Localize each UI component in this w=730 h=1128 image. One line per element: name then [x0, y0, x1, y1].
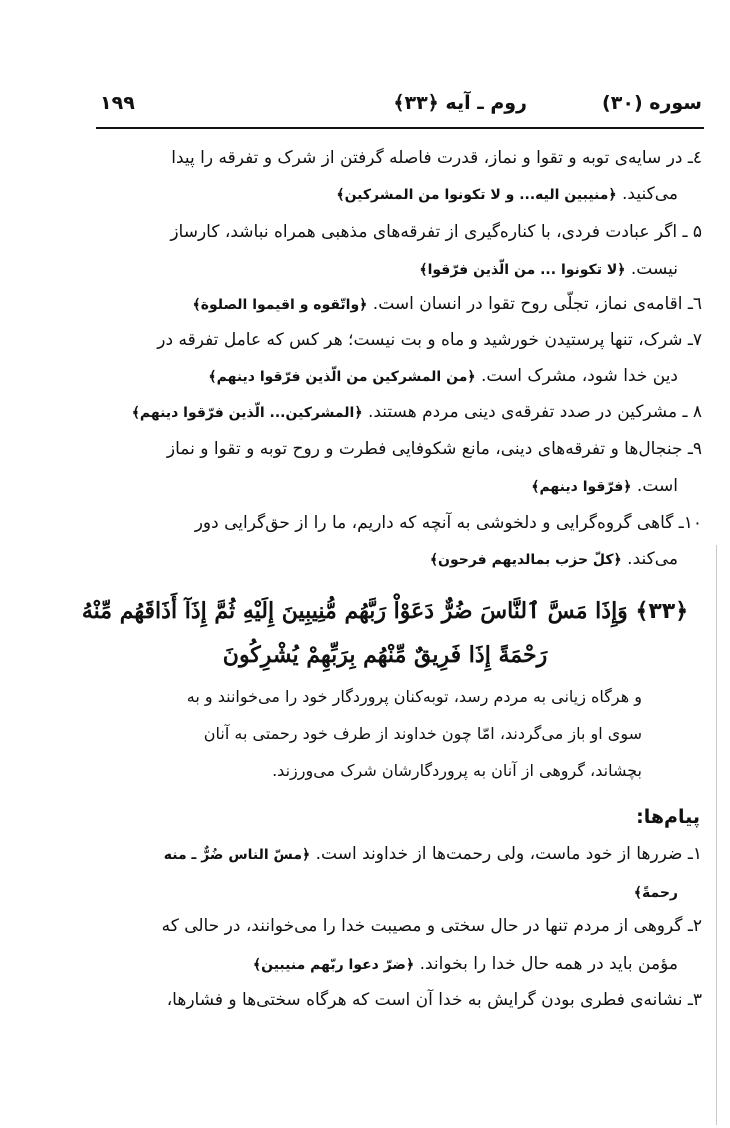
lesson-line: ۵ ـ اگر عبادت فردی، با کناره‌گیری از تفرقه‌های مذهبی همراه نباشد، کارساز: [170, 222, 702, 242]
quran-quote: ﴿لا تکونوا ... من الّذین فرّقوا﴾: [419, 262, 626, 278]
message-line: [82, 880, 678, 905]
page-edge-line: [716, 545, 717, 1125]
lesson-line: ٤ـ در سایه‌ی توبه و تقوا و نماز، قدرت فاصله گرفتن از شرک و تفرقه را پیدا: [171, 148, 702, 168]
verse-number: ﴿۳۳﴾: [635, 599, 689, 624]
messages-title: پیام‌ها:: [636, 806, 700, 828]
lesson-line: ٦ـ اقامه‌ی نماز، تجلّی روح تقوا در انسان است. ﴿واتّقوه و اقیموا الصلوة﴾: [192, 294, 702, 314]
quran-quote: ﴿منیبین الیه... و لا تکونوا من المشرکین﴾: [336, 187, 617, 203]
quran-quote: ﴿واتّقوه و اقیموا الصلوة﴾: [192, 297, 368, 313]
page-number: ۱۹۹: [100, 92, 135, 114]
lesson-line: است. ﴿فرّقوا دینهم﴾: [531, 476, 678, 496]
verse-line-1: ﴿۳۳﴾ وَإِذَا مَسَّ ٱلنَّاسَ ضُرٌّ دَعَوْاْ رَبَّهُم مُّنِيبِينَ إِلَيْهِ ثُمَّ إِذَآ أَذَاقَهُم مِّنْهُ: [81, 598, 689, 624]
lesson-line: می‌کند. ﴿کلّ حزب بمالدیهم فرحون﴾: [429, 549, 678, 569]
surah-label: سوره (۳۰): [602, 92, 702, 114]
lesson-line: ۹ـ جنجال‌ها و تفرقه‌های دینی، مانع شکوفایی فطرت و روح توبه و تقوا و نماز: [166, 439, 702, 459]
quran-quote: ﴿من المشرکین من الّذین فرّقوا دینهم﴾: [208, 369, 476, 385]
quran-quote: ﴿المشرکین... الّذین فرّقوا دینهم﴾: [131, 405, 363, 421]
lesson-line: ۱۰ـ گاهی گروه‌گرایی و دلخوشی به آنچه که داریم، ما را از حق‌گرایی دور: [194, 513, 702, 533]
verse-line-2: رَحْمَةً إِذَا فَرِيقٌ مِّنْهُم بِرَبِّهِمْ يُشْرِكُونَ: [222, 642, 548, 668]
quran-quote: ﴿ضرّ دعوا ربّهم منیبین﴾: [252, 957, 415, 973]
translation-line: بچشاند، گروهی از آنان به پروردگارشان شرک می‌ورزند.: [272, 761, 642, 780]
message-line: ۲ـ گروهی از مردم تنها در حال سختی و مصیبت خدا را می‌خوانند، در حالی که: [161, 916, 702, 936]
quran-quote: رحمةً﴾: [633, 885, 678, 901]
translation-line: سوی او باز می‌گردند، امّا چون خداوند از طرف خود رحمتی به آنان: [203, 724, 642, 743]
lesson-line: ۸ ـ مشرکین در صدد تفرقه‌ی دینی مردم هستند. ﴿المشرکین... الّذین فرّقوا دینهم﴾: [131, 402, 702, 422]
quran-quote: ﴿مسّ الناس ضُرٌّ ـ منه: [163, 847, 311, 863]
message-line: ۳ـ نشانه‌ی فطری بودن گرایش به خدا آن است که هرگاه سختی‌ها و فشارها،: [166, 990, 702, 1010]
running-header: [100, 92, 702, 126]
message-line: مؤمن باید در همه حال خدا را بخواند. ﴿ضرّ دعوا ربّهم منیبین﴾: [252, 954, 678, 974]
lesson-line: نیست. ﴿لا تکونوا ... من الّذین فرّقوا﴾: [419, 259, 678, 279]
ayah-label: روم ـ آیه ﴿۳۳﴾: [393, 92, 527, 114]
header-rule: [96, 127, 704, 129]
lesson-line: دین خدا شود، مشرک است. ﴿من المشرکین من الّذین فرّقوا دینهم﴾: [208, 366, 678, 386]
translation-line: و هرگاه زیانی به مردم رسد، توبه‌کنان پروردگار خود را می‌خوانند و به: [186, 687, 642, 706]
lesson-line: ۷ـ شرک، تنها پرستیدن خورشید و ماه و بت نیست؛ هر کس که عامل تفرقه در: [157, 330, 702, 350]
quran-quote: ﴿فرّقوا دینهم﴾: [531, 479, 632, 495]
lesson-line: می‌کنید. ﴿منیبین الیه... و لا تکونوا من المشرکین﴾: [336, 184, 678, 204]
message-line: ۱ـ ضررها از خود ماست، ولی رحمت‌ها از خداوند است. ﴿مسّ الناس ضُرٌّ ـ منه: [163, 844, 702, 864]
quran-quote: ﴿کلّ حزب بمالدیهم فرحون﴾: [429, 552, 622, 568]
